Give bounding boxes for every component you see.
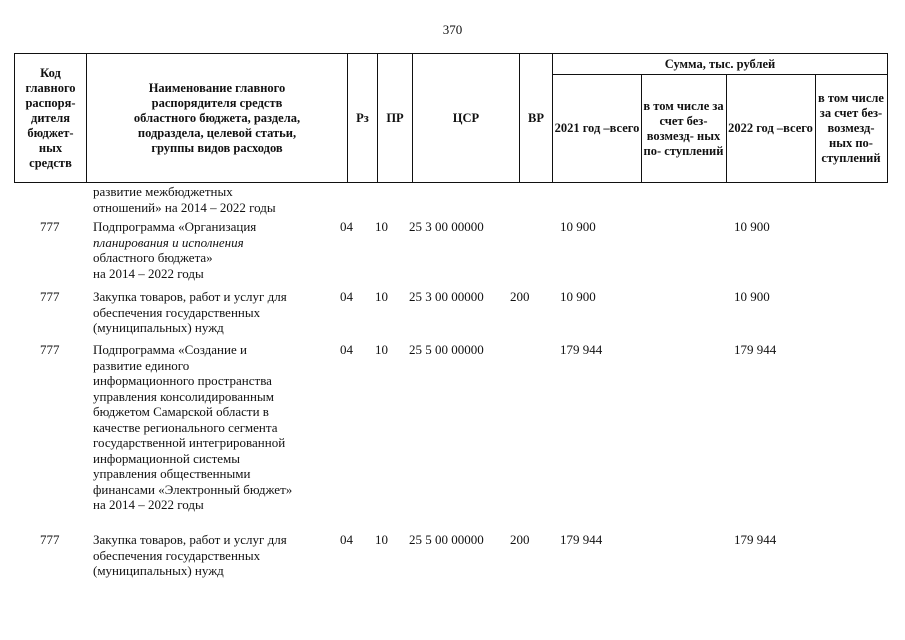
table-header <box>14 53 888 183</box>
header-name-text: Наименование главного распорядителя средств областного бюджета, раздела, подраздела, целевой статьи, группы видов расходов <box>133 80 301 155</box>
row-4-name: Закупка товаров, работ и услуг для обеспечения государственных (муниципальных) нужд <box>93 532 287 578</box>
row-4-csr: 25 5 00 00000 <box>409 532 484 547</box>
header-rz: Рз <box>348 54 378 182</box>
row-1-sum-2021: 10 900 <box>560 219 596 234</box>
row-2-pr: 10 <box>375 289 388 304</box>
row-2-rz: 04 <box>340 289 353 304</box>
row-4-sum-2021: 179 944 <box>560 532 603 547</box>
header-code-text: Код главного распоря- дителя бюджет- ных средств <box>25 65 76 170</box>
row-3-sum-2021: 179 944 <box>560 342 603 357</box>
row-2-sum-2022: 10 900 <box>734 289 770 304</box>
row-2-vr: 200 <box>510 289 530 304</box>
header-vr: ВР <box>520 54 553 182</box>
row-1-rz: 04 <box>340 219 353 234</box>
row-4-pr: 10 <box>375 532 388 547</box>
page-number: 370 <box>442 22 463 37</box>
header-csr: ЦСР <box>413 54 520 182</box>
header-2021-incl: в том числе за счет без- возмезд- ных по- ступлений <box>643 98 724 158</box>
row-2-code: 777 <box>40 289 60 304</box>
row-4-vr: 200 <box>510 532 530 547</box>
row-1-code: 777 <box>40 219 60 234</box>
header-sum: Сумма, тыс. рублей <box>664 56 776 71</box>
row-4-code: 777 <box>40 532 60 547</box>
row-1-csr: 25 3 00 00000 <box>409 219 484 234</box>
row-4-rz: 04 <box>340 532 353 547</box>
header-2022-total: 2022 год –всего <box>728 121 813 135</box>
row-3-rz: 04 <box>340 342 353 357</box>
row-2-sum-2021: 10 900 <box>560 289 596 304</box>
row-1-pr: 10 <box>375 219 388 234</box>
row-3-code: 777 <box>40 342 60 357</box>
row-0-name: развитие межбюджетных отношений» на 2014 – 2022 годы <box>93 184 276 215</box>
row-1-name: Подпрограмма «Организация планирования и исполнения областного бюджета» на 2014 – 2022 годы <box>93 219 257 281</box>
header-name <box>87 54 348 182</box>
row-4-sum-2022: 179 944 <box>734 532 777 547</box>
row-3-pr: 10 <box>375 342 388 357</box>
row-2-csr: 25 3 00 00000 <box>409 289 484 304</box>
header-pr: ПР <box>378 54 413 182</box>
row-3-sum-2022: 179 944 <box>734 342 777 357</box>
row-1-sum-2022: 10 900 <box>734 219 770 234</box>
header-2021-total: 2021 год –всего <box>554 121 640 135</box>
header-2022-incl: в том числе за счет без- возмезд- ных по- ступлений <box>818 91 884 165</box>
row-3-csr: 25 5 00 00000 <box>409 342 484 357</box>
header-code <box>15 54 87 182</box>
row-3-name: Подпрограмма «Создание и развитие единого информационного пространства управления консолидированным бюджетом Самарской области в качестве регионального сегмента государственной интегрированной информационной системы управления общественными финансами «Электронный бюджет» на 2014 – 2022 годы <box>93 342 293 512</box>
row-2-name: Закупка товаров, работ и услуг для обеспечения государственных (муниципальных) нужд <box>93 289 287 335</box>
